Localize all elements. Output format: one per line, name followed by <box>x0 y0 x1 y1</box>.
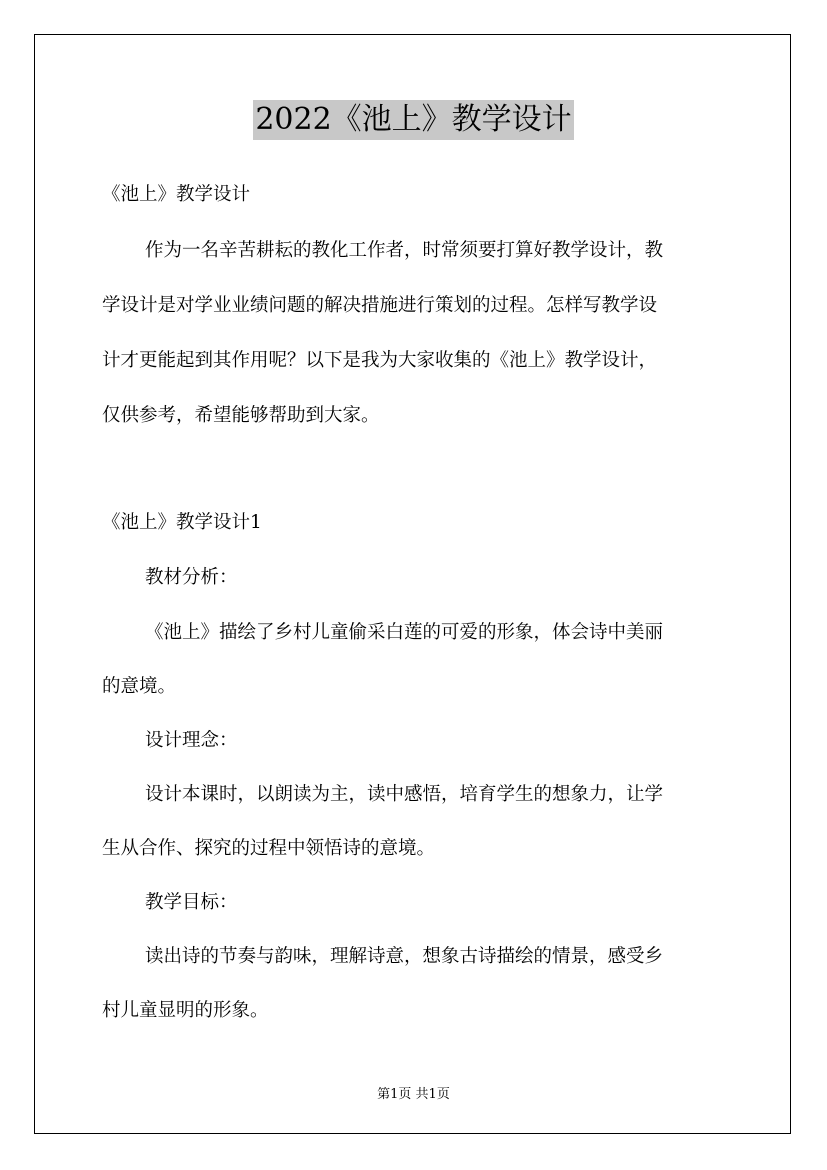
subheading: 教学目标： <box>145 892 238 913</box>
subheading: 教材分析： <box>145 567 238 588</box>
document-title: 2022《池上》教学设计 <box>253 100 573 140</box>
text-line: 作为一名辛苦耕耘的教化工作者，时常须要打算好教学设计，教 <box>145 240 664 261</box>
text-line: 《池上》教学设计 <box>102 184 251 205</box>
text-line: 计才更能起到其作用呢？以下是我为大家收集的《池上》教学设计， <box>102 350 658 371</box>
page-footer: 第1页 共1页 <box>377 1087 450 1102</box>
text-line: 生从合作、探究的过程中领悟诗的意境。 <box>102 838 436 859</box>
text-line: 村儿童显明的形象。 <box>102 1000 269 1021</box>
title-wrap <box>0 100 827 140</box>
text-line: 设计本课时，以朗读为主，读中感悟，培育学生的想象力，让学 <box>145 784 664 805</box>
section-heading: 《池上》教学设计1 <box>102 512 262 533</box>
subheading: 设计理念： <box>145 730 238 751</box>
text-line: 学设计是对学业业绩问题的解决措施进行策划的过程。怎样写教学设 <box>102 295 658 316</box>
text-line: 仅供参考，希望能够帮助到大家。 <box>102 405 380 426</box>
text-line: 《池上》描绘了乡村儿童偷采白莲的可爱的形象，体会诗中美丽 <box>145 622 664 643</box>
text-line: 的意境。 <box>102 676 177 697</box>
text-line: 读出诗的节奏与韵味，理解诗意，想象古诗描绘的情景，感受乡 <box>145 946 664 967</box>
